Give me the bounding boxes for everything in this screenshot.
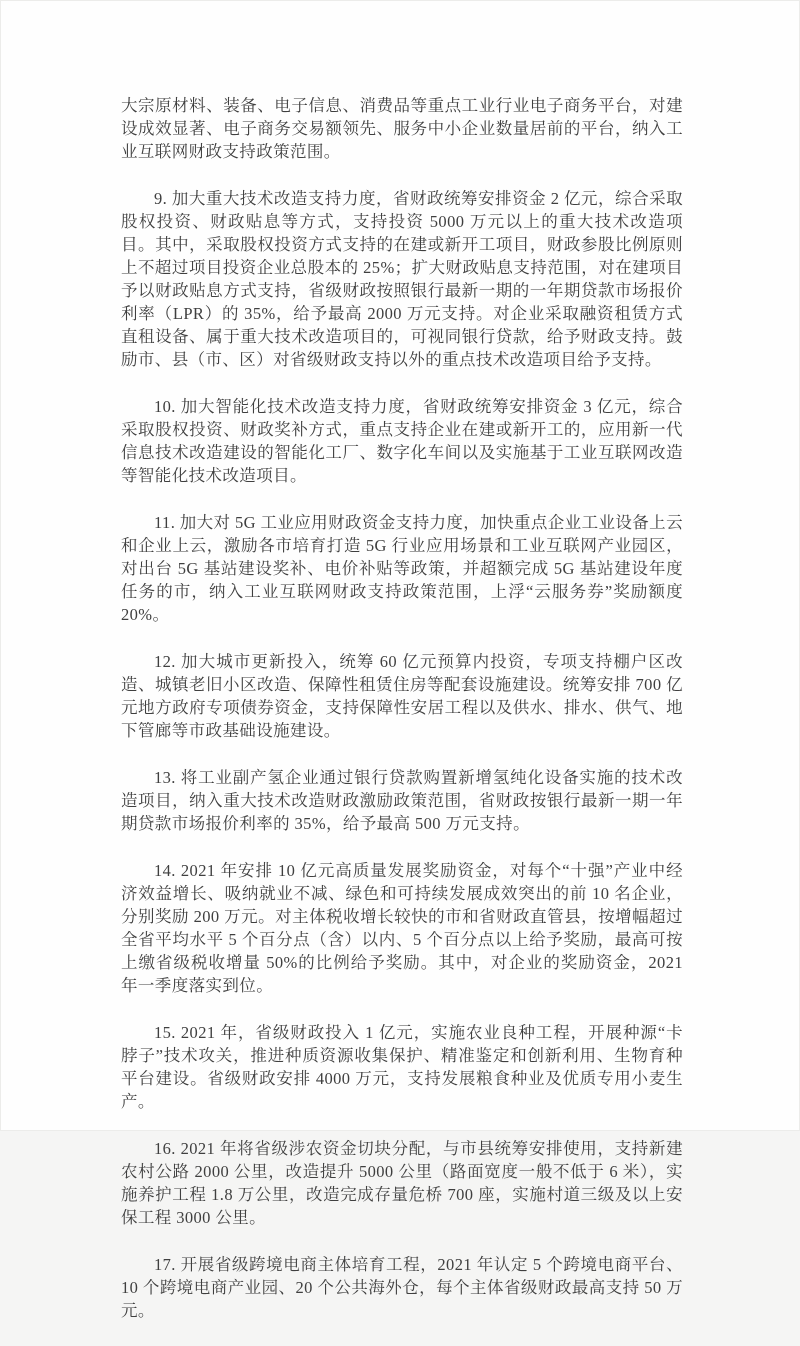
paragraph-8-continued: 大宗原材料、装备、电子信息、消费品等重点工业行业电子商务平台，对建设成效显著、电子商务交易额领先、服务中小企业数量居前的平台，纳入工业互联网财政支持政策范围。 xyxy=(121,96,683,161)
paragraph-11: 11. 加大对 5G 工业应用财政资金支持力度，加快重点企业工业设备上云和企业上云，激励各市培育打造 5G 行业应用场景和工业互联网产业园区，对出台 5G 基站建设奖补、电价补贴等政策，并超额完成 5G 基站建设年度任务的市，纳入工业互联网财政支持政策范围，上浮“云服务券”奖励额度 20%。 xyxy=(121,513,683,624)
paragraph-15: 15. 2021 年，省级财政投入 1 亿元，实施农业良种工程，开展种源“卡脖子”技术攻关，推进种质资源收集保护、精准鉴定和创新利用、生物育种平台建设。省级财政安排 4000 万元，支持发展粮食种业及优质专用小麦生产。 xyxy=(121,1023,683,1111)
paragraph-14: 14. 2021 年安排 10 亿元高质量发展奖励资金，对每个“十强”产业中经济效益增长、吸纳就业不减、绿色和可持续发展成效突出的前 10 名企业，分别奖励 200 万元。对主体税收增长较快的市和省财政直管县，按增幅超过全省平均水平 5 个百分点（含）以内、5 个百分点以上给予奖励，最高可按上缴省级税收增量 50%的比例给予奖励。其中，对企业的奖励资金，2021 年一季度落实到位。 xyxy=(121,861,683,995)
paragraph-12: 12. 加大城市更新投入，统筹 60 亿元预算内投资，专项支持棚户区改造、城镇老旧小区改造、保障性租赁住房等配套设施建设。统筹安排 700 亿元地方政府专项债券资金，支持保障性安居工程以及供水、排水、供气、地下管廊等市政基础设施建设。 xyxy=(121,652,683,740)
paragraph-9: 9. 加大重大技术改造支持力度，省财政统筹安排资金 2 亿元，综合采取股权投资、财政贴息等方式，支持投资 5000 万元以上的重大技术改造项目。其中，采取股权投资方式支持的在建或新开工项目，财政参股比例原则上不超过项目投资企业总股本的 25%；扩大财政贴息支持范围，对在建项目予以财政贴息方式支持，省级财政按照银行最新一期的一年期贷款市场报价利率（LPR）的 35%，给予最高 2000 万元支持。对企业采取融资租赁方式直租设备、属于重大技术改造项目的，可视同银行贷款，给予财政支持。鼓励市、县（市、区）对省级财政支持以外的重点技术改造项目给予支持。 xyxy=(121,189,683,369)
paragraph-17: 17. 开展省级跨境电商主体培育工程，2021 年认定 5 个跨境电商平台、10 个跨境电商产业园、20 个公共海外仓，每个主体省级财政最高支持 50 万元。 xyxy=(121,1255,683,1320)
paragraph-10: 10. 加大智能化技术改造支持力度，省财政统筹安排资金 3 亿元，综合采取股权投资、财政奖补方式，重点支持企业在建或新开工的，应用新一代信息技术改造建设的智能化工厂、数字化车间以及实施基于工业互联网改造等智能化技术改造项目。 xyxy=(121,397,683,485)
paragraph-13: 13. 将工业副产氢企业通过银行贷款购置新增氢纯化设备实施的技术改造项目，纳入重大技术改造财政激励政策范围，省财政按银行最新一期一年期贷款市场报价利率的 35%，给予最高 500 万元支持。 xyxy=(121,768,683,833)
document-text-block xyxy=(121,94,683,1346)
paragraph-16: 16. 2021 年将省级涉农资金切块分配，与市县统筹安排使用，支持新建农村公路 2000 公里，改造提升 5000 公里（路面宽度一般不低于 6 米），实施养护工程 1.8 万公里，改造完成存量危桥 700 座，实施村道三级及以上安保工程 3000 公里。 xyxy=(121,1139,683,1227)
